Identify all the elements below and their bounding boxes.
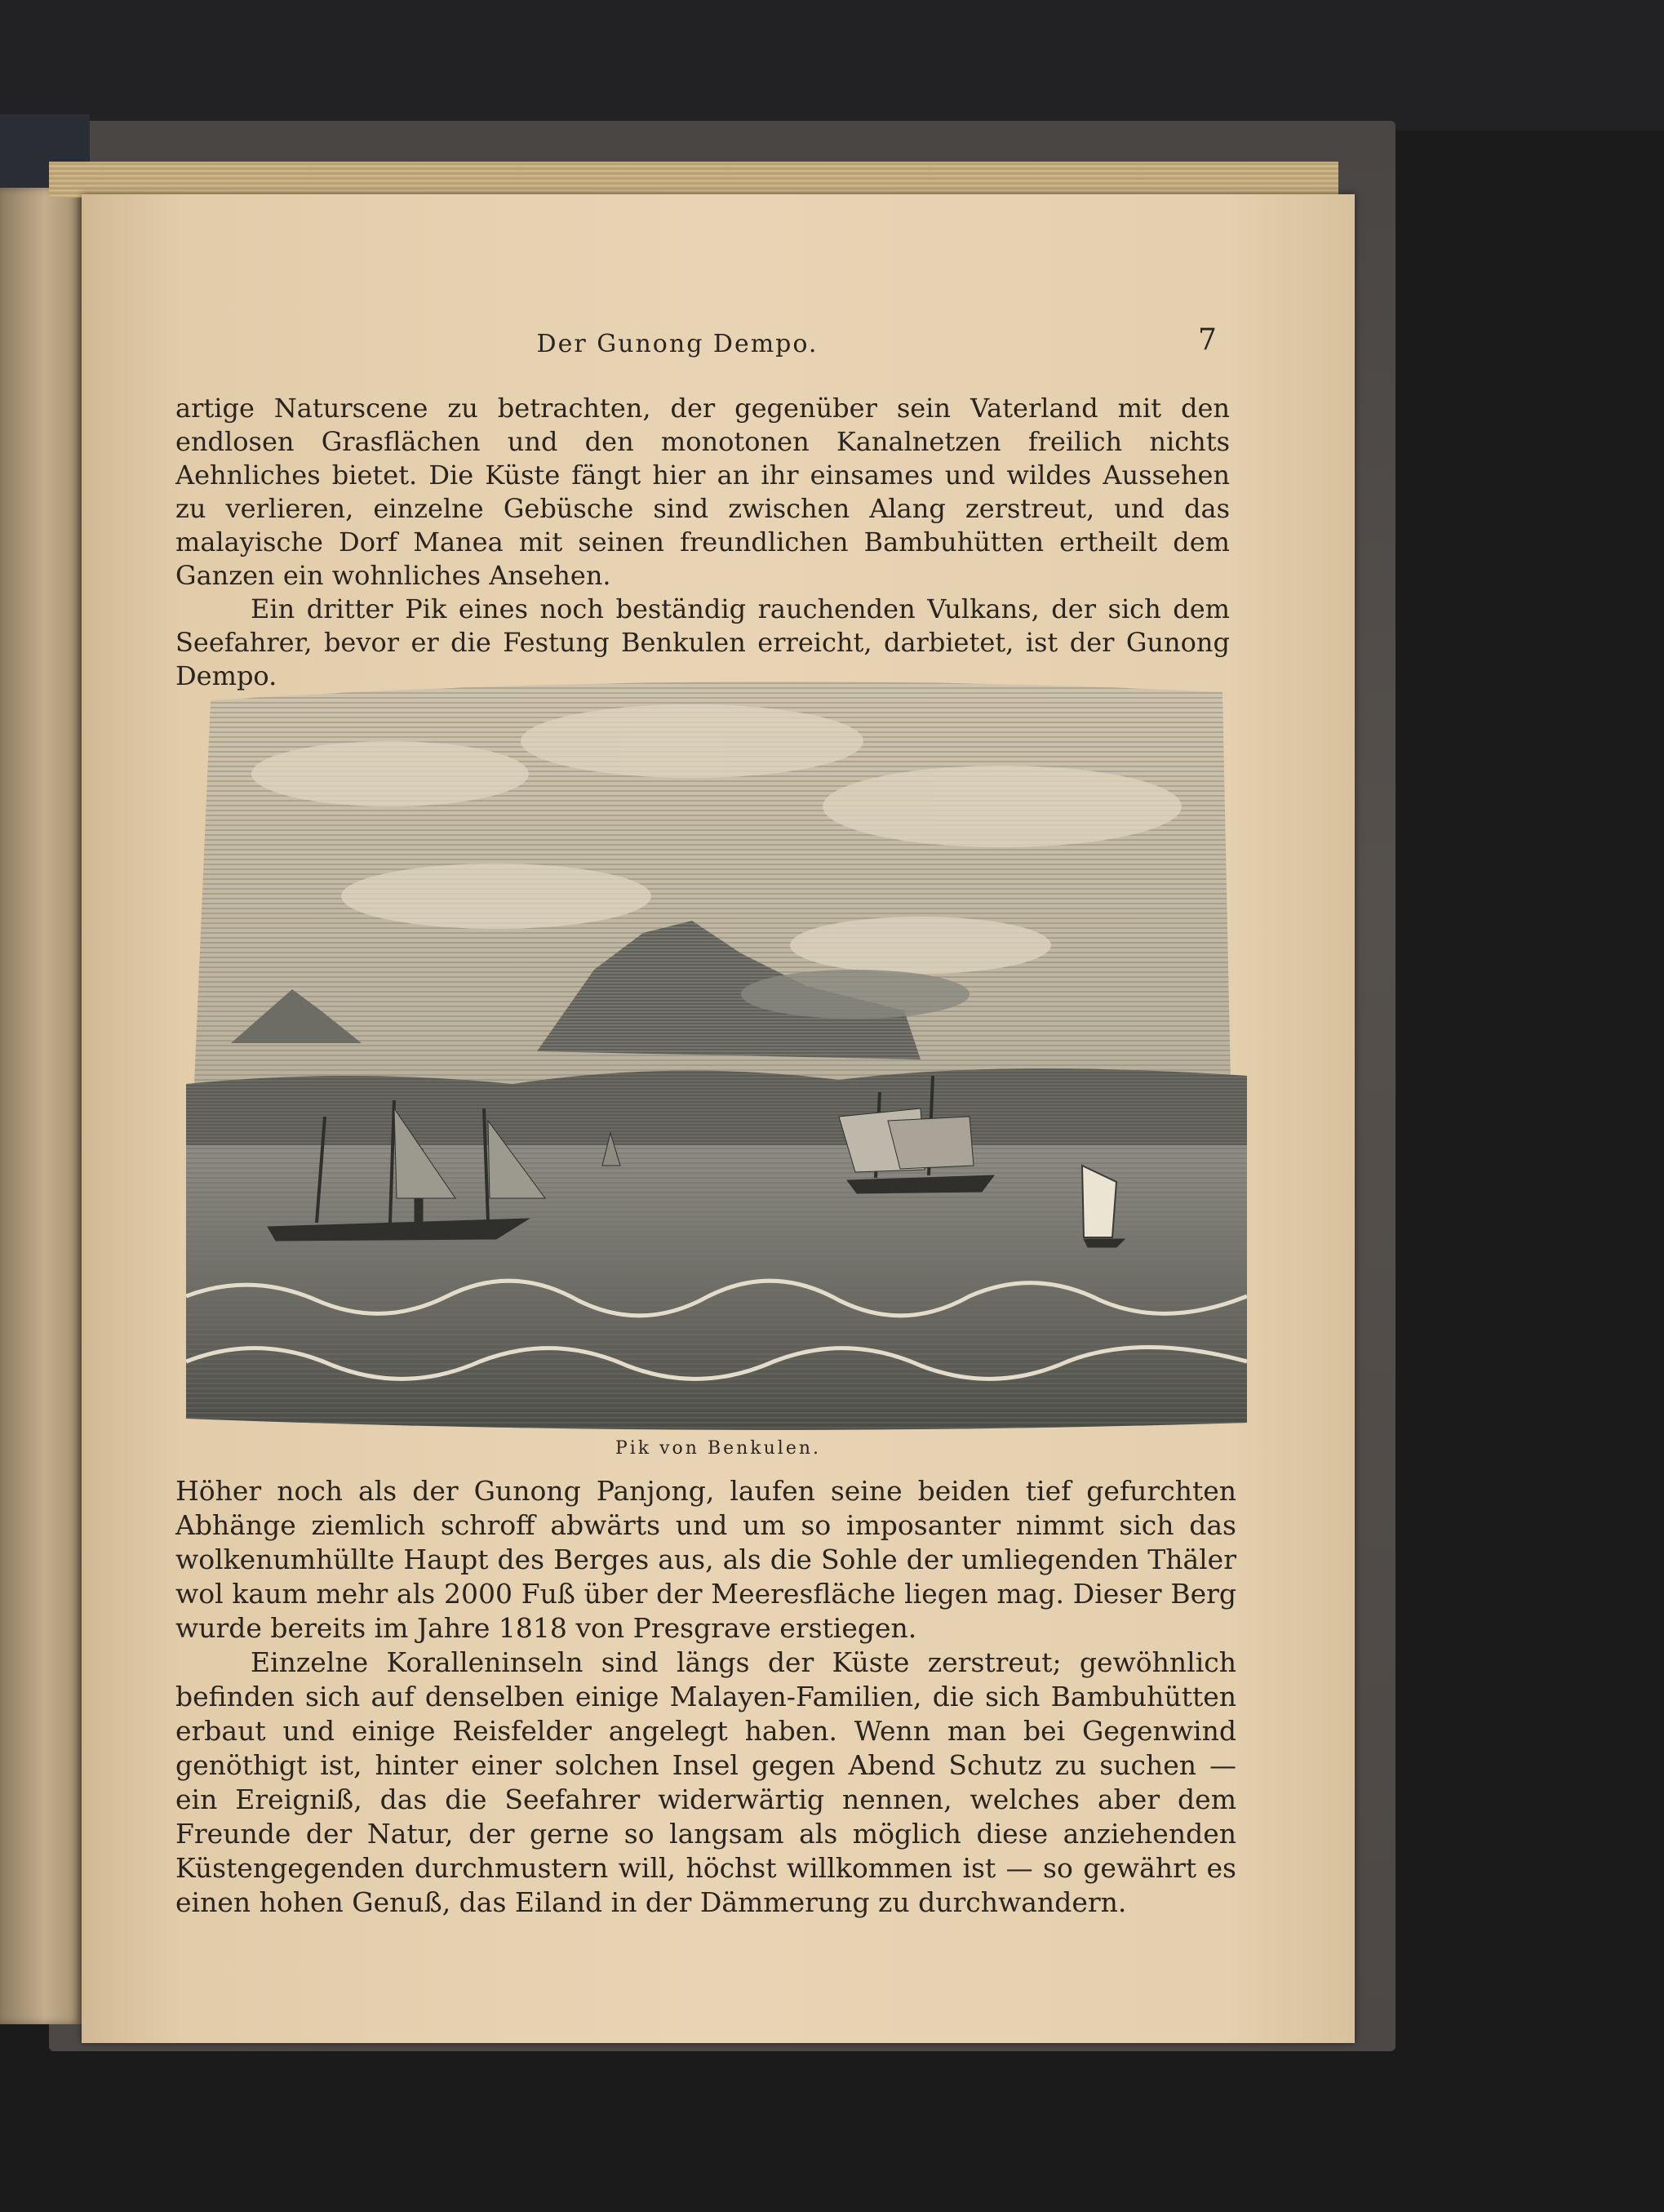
page-stack-edge <box>49 162 1338 198</box>
running-head: Der Gunong Dempo. <box>536 330 819 358</box>
dark-background <box>0 0 1664 131</box>
left-page-edge <box>0 188 82 2024</box>
text-block-top <box>175 392 1230 693</box>
text-block-bottom <box>175 1474 1236 1920</box>
engraving-illustration <box>186 676 1247 1435</box>
paragraph-gunong-dempo: Ein dritter Pik eines noch beständig rauchenden Vulkans, der sich dem Seefahrer, bevor er die Festung Benkulen erreicht, darbietet, ist der Gunong Dempo. <box>175 593 1230 691</box>
paragraph-continued: artige Naturscene zu betrachten, der gegenüber sein Vaterland mit den endlosen Grasflächen und den monotonen Kanalnetzen freilich nichts Aehnliches bietet. Die Küste fängt hier an ihr einsames und wildes Aussehen zu verlieren, einzelne Gebüsche sind zwischen Alang zerstreut, und das malayische Dorf Manea mit seinen freundlichen Bambuhütten ertheilt dem Ganzen ein wohnliches Ansehen. <box>175 393 1230 591</box>
paragraph-koralleninseln: Einzelne Koralleninseln sind längs der Küste zerstreut; gewöhnlich befinden sich auf denselben einige Malayen-Familien, die sich Bambuhütten erbaut und einige Reisfelder angelegt haben. Wenn man bei Gegenwind genöthigt ist, hinter einer solchen Insel gegen Abend Schutz zu suchen — ein Ereigniß, das die Seefahrer widerwärtig nennen, welches aber dem Freunde der Natur, der gerne so langsam als möglich diese anziehenden Küstengegenden durchmustern will, höchst willkommen ist — so gewährt es einen hohen Genuß, das Eiland in der Dämmerung zu durchwandern. <box>175 1646 1236 1918</box>
figure-caption: Pik von Benkulen. <box>615 1438 822 1459</box>
coastline <box>186 1068 1247 1149</box>
page-number: 7 <box>1198 323 1217 357</box>
paragraph-hoeher: Höher noch als der Gunong Panjong, laufen seine beiden tief gefurchten Abhänge ziemlich schroff abwärts und um so imposanter nimmt sich das wolkenumhüllte Haupt des Berges aus, als die Sohle der umliegenden Thäler wol kaum mehr als 2000 Fuß über der Meeresfläche liegen mag. Dieser Berg wurde bereits im Jahre 1818 von Presgrave erstiegen. <box>175 1475 1236 1644</box>
